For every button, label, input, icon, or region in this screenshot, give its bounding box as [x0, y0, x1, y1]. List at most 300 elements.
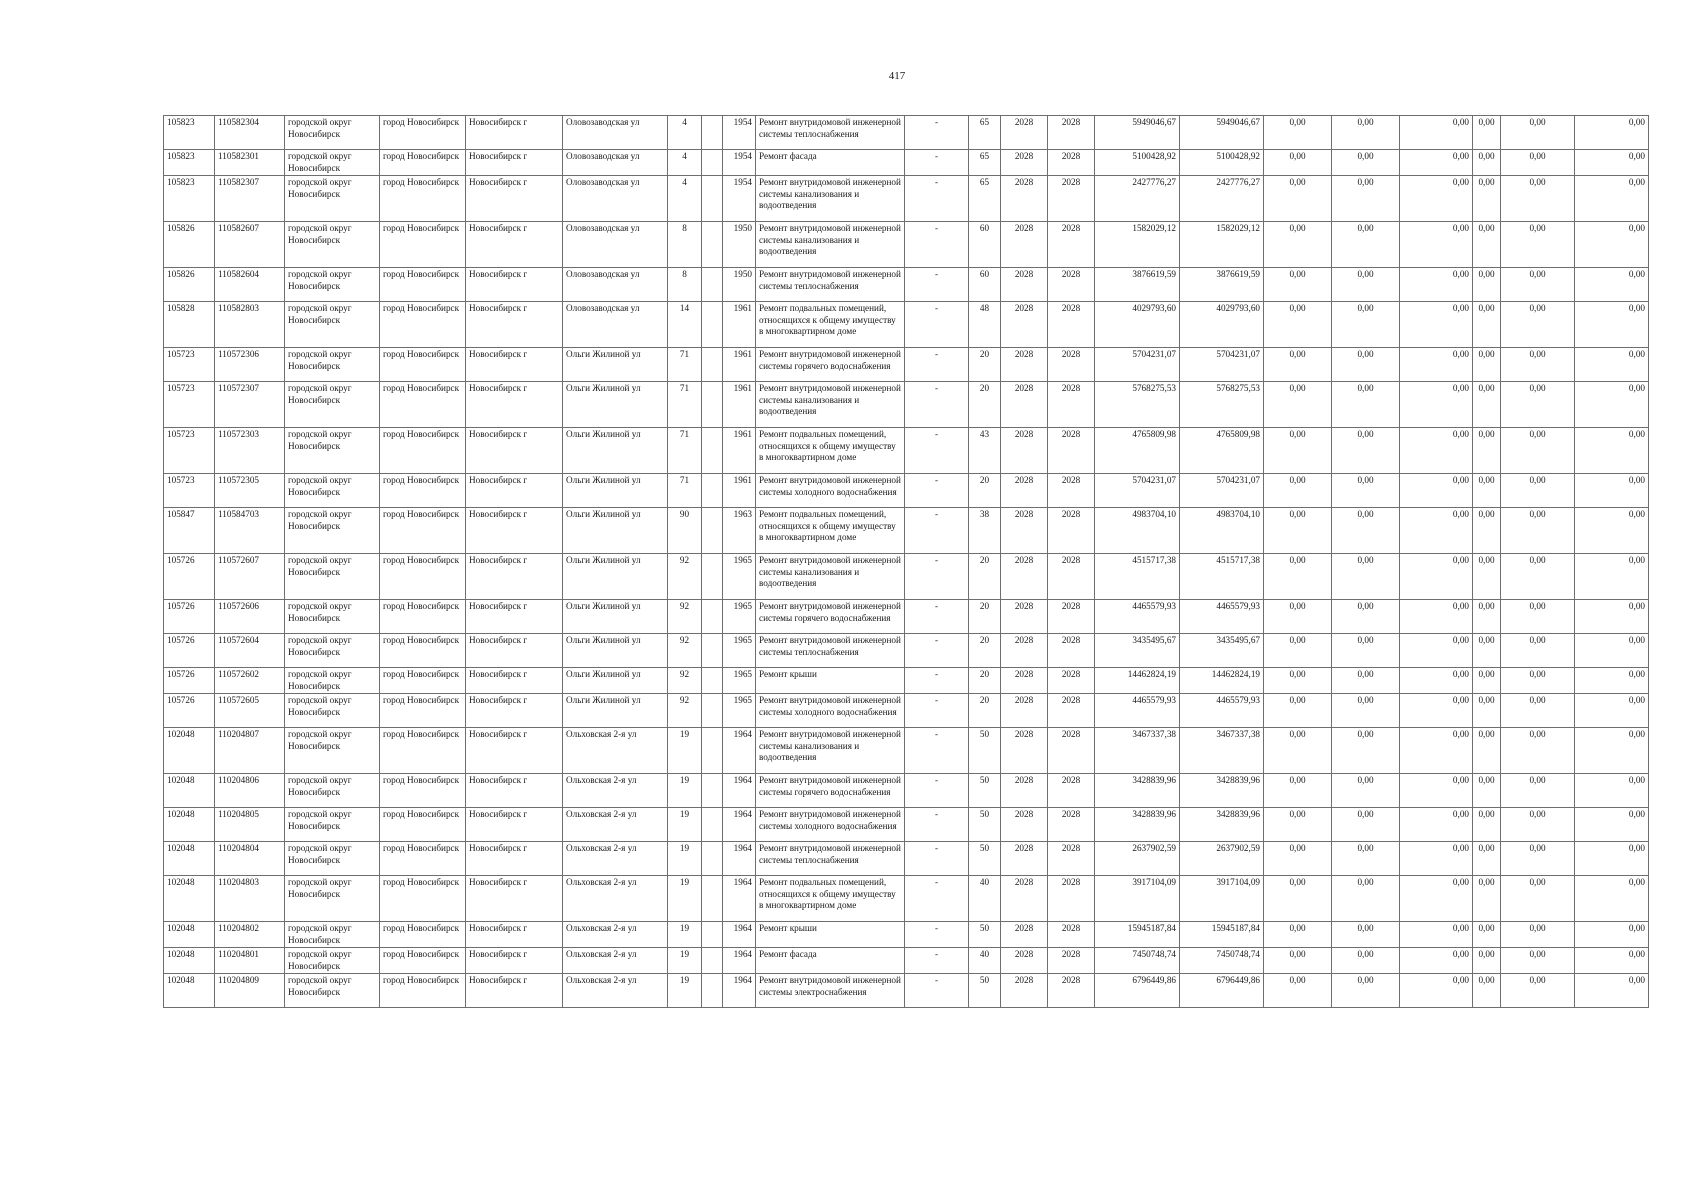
district-cell: городской округ Новосибирск: [285, 554, 380, 600]
settlement-cell: город Новосибирск: [380, 948, 466, 974]
total-cell: 3428839,96: [1180, 774, 1264, 808]
house-code-cell: 105723: [164, 348, 215, 382]
period-cell: 50: [969, 728, 1001, 774]
settlement-cell: город Новосибирск: [380, 808, 466, 842]
fund-5-cell: 0,00: [1501, 428, 1575, 474]
fact-year-cell: 2028: [1048, 150, 1095, 176]
work-type-cell: Ремонт внутридомовой инженерной системы холодного водоснабжения: [756, 474, 905, 508]
period-cell: 20: [969, 348, 1001, 382]
building-cell: [702, 974, 723, 1008]
district-cell: городской округ Новосибирск: [285, 222, 380, 268]
plan-year-cell: 2028: [1001, 348, 1048, 382]
city-cell: Новосибирск г: [466, 428, 563, 474]
fund-6-cell: 0,00: [1575, 150, 1649, 176]
total-cell: 3467337,38: [1180, 728, 1264, 774]
table-row: [164, 150, 1649, 176]
building-cell: [702, 600, 723, 634]
fund-6-cell: 0,00: [1575, 668, 1649, 694]
fund-1-cell: 0,00: [1264, 948, 1332, 974]
fund-5-cell: 0,00: [1501, 634, 1575, 668]
work-code-cell: 110582304: [215, 116, 285, 150]
work-type-cell: Ремонт внутридомовой инженерной системы теплоснабжения: [756, 116, 905, 150]
fund-1-cell: 0,00: [1264, 876, 1332, 922]
table-row: [164, 428, 1649, 474]
work-type-cell: Ремонт внутридомовой инженерной системы горячего водоснабжения: [756, 774, 905, 808]
dash-cell: -: [905, 176, 969, 222]
building-cell: [702, 694, 723, 728]
house-code-cell: 102048: [164, 774, 215, 808]
fund-5-cell: 0,00: [1501, 668, 1575, 694]
work-type-cell: Ремонт крыши: [756, 922, 905, 948]
fund-4-cell: 0,00: [1473, 948, 1501, 974]
fact-year-cell: 2028: [1048, 302, 1095, 348]
fact-year-cell: 2028: [1048, 348, 1095, 382]
build-year-cell: 1964: [723, 922, 756, 948]
plan-year-cell: 2028: [1001, 428, 1048, 474]
fund-2-cell: 0,00: [1332, 268, 1400, 302]
table-row: [164, 116, 1649, 150]
plan-year-cell: 2028: [1001, 876, 1048, 922]
fact-year-cell: 2028: [1048, 668, 1095, 694]
fund-1-cell: 0,00: [1264, 348, 1332, 382]
table-row: [164, 974, 1649, 1008]
district-cell: городской округ Новосибирск: [285, 808, 380, 842]
building-cell: [702, 948, 723, 974]
building-cell: [702, 554, 723, 600]
fund-2-cell: 0,00: [1332, 728, 1400, 774]
table-row: [164, 876, 1649, 922]
fund-4-cell: 0,00: [1473, 694, 1501, 728]
fund-1-cell: 0,00: [1264, 302, 1332, 348]
work-code-cell: 110204809: [215, 974, 285, 1008]
fact-year-cell: 2028: [1048, 694, 1095, 728]
building-cell: [702, 876, 723, 922]
city-cell: Новосибирск г: [466, 974, 563, 1008]
street-cell: Ольги Жилиной ул: [563, 600, 668, 634]
total-cell: 4465579,93: [1180, 600, 1264, 634]
city-cell: Новосибирск г: [466, 508, 563, 554]
period-cell: 20: [969, 554, 1001, 600]
dash-cell: -: [905, 728, 969, 774]
fund-4-cell: 0,00: [1473, 428, 1501, 474]
fund-3-cell: 0,00: [1400, 150, 1473, 176]
district-cell: городской округ Новосибирск: [285, 842, 380, 876]
cost-cell: 3428839,96: [1095, 774, 1180, 808]
fund-6-cell: 0,00: [1575, 382, 1649, 428]
total-cell: 4765809,98: [1180, 428, 1264, 474]
fund-3-cell: 0,00: [1400, 948, 1473, 974]
settlement-cell: город Новосибирск: [380, 974, 466, 1008]
house-code-cell: 105726: [164, 600, 215, 634]
dash-cell: -: [905, 222, 969, 268]
district-cell: городской округ Новосибирск: [285, 474, 380, 508]
building-cell: [702, 176, 723, 222]
fund-4-cell: 0,00: [1473, 348, 1501, 382]
fact-year-cell: 2028: [1048, 474, 1095, 508]
fund-1-cell: 0,00: [1264, 808, 1332, 842]
building-cell: [702, 222, 723, 268]
dash-cell: -: [905, 774, 969, 808]
fund-5-cell: 0,00: [1501, 116, 1575, 150]
fund-4-cell: 0,00: [1473, 842, 1501, 876]
fact-year-cell: 2028: [1048, 842, 1095, 876]
fund-3-cell: 0,00: [1400, 268, 1473, 302]
city-cell: Новосибирск г: [466, 842, 563, 876]
cost-cell: 2637902,59: [1095, 842, 1180, 876]
dash-cell: -: [905, 876, 969, 922]
city-cell: Новосибирск г: [466, 554, 563, 600]
house-code-cell: 105828: [164, 302, 215, 348]
fund-2-cell: 0,00: [1332, 348, 1400, 382]
building-cell: [702, 474, 723, 508]
street-cell: Ольховская 2-я ул: [563, 808, 668, 842]
fund-5-cell: 0,00: [1501, 808, 1575, 842]
fund-4-cell: 0,00: [1473, 774, 1501, 808]
work-code-cell: 110572305: [215, 474, 285, 508]
fund-5-cell: 0,00: [1501, 842, 1575, 876]
work-type-cell: Ремонт внутридомовой инженерной системы теплоснабжения: [756, 842, 905, 876]
fund-4-cell: 0,00: [1473, 554, 1501, 600]
table-row: [164, 808, 1649, 842]
fund-2-cell: 0,00: [1332, 222, 1400, 268]
fund-4-cell: 0,00: [1473, 116, 1501, 150]
work-code-cell: 110582307: [215, 176, 285, 222]
total-cell: 2637902,59: [1180, 842, 1264, 876]
street-cell: Ольховская 2-я ул: [563, 842, 668, 876]
dash-cell: -: [905, 382, 969, 428]
period-cell: 38: [969, 508, 1001, 554]
district-cell: городской округ Новосибирск: [285, 150, 380, 176]
period-cell: 20: [969, 600, 1001, 634]
settlement-cell: город Новосибирск: [380, 268, 466, 302]
dash-cell: -: [905, 348, 969, 382]
fund-1-cell: 0,00: [1264, 774, 1332, 808]
city-cell: Новосибирск г: [466, 694, 563, 728]
fact-year-cell: 2028: [1048, 922, 1095, 948]
street-cell: Ольховская 2-я ул: [563, 876, 668, 922]
fund-5-cell: 0,00: [1501, 176, 1575, 222]
work-code-cell: 110204801: [215, 948, 285, 974]
work-type-cell: Ремонт внутридомовой инженерной системы канализования и водоотведения: [756, 176, 905, 222]
city-cell: Новосибирск г: [466, 634, 563, 668]
house-code-cell: 105823: [164, 150, 215, 176]
fund-5-cell: 0,00: [1501, 268, 1575, 302]
street-cell: Ольги Жилиной ул: [563, 382, 668, 428]
build-year-cell: 1950: [723, 268, 756, 302]
fund-6-cell: 0,00: [1575, 302, 1649, 348]
fund-2-cell: 0,00: [1332, 808, 1400, 842]
settlement-cell: город Новосибирск: [380, 508, 466, 554]
build-year-cell: 1954: [723, 116, 756, 150]
fund-3-cell: 0,00: [1400, 774, 1473, 808]
work-type-cell: Ремонт внутридомовой инженерной системы теплоснабжения: [756, 268, 905, 302]
city-cell: Новосибирск г: [466, 876, 563, 922]
district-cell: городской округ Новосибирск: [285, 974, 380, 1008]
house-number-cell: 19: [668, 948, 702, 974]
work-code-cell: 110204803: [215, 876, 285, 922]
street-cell: Оловозаводская ул: [563, 268, 668, 302]
house-code-cell: 105723: [164, 428, 215, 474]
period-cell: 48: [969, 302, 1001, 348]
settlement-cell: город Новосибирск: [380, 876, 466, 922]
work-code-cell: 110204802: [215, 922, 285, 948]
fund-5-cell: 0,00: [1501, 222, 1575, 268]
city-cell: Новосибирск г: [466, 808, 563, 842]
build-year-cell: 1964: [723, 842, 756, 876]
dash-cell: -: [905, 694, 969, 728]
district-cell: городской округ Новосибирск: [285, 348, 380, 382]
house-code-cell: 102048: [164, 808, 215, 842]
fund-5-cell: 0,00: [1501, 508, 1575, 554]
district-cell: городской округ Новосибирск: [285, 428, 380, 474]
fund-6-cell: 0,00: [1575, 876, 1649, 922]
fund-2-cell: 0,00: [1332, 150, 1400, 176]
fund-5-cell: 0,00: [1501, 150, 1575, 176]
build-year-cell: 1965: [723, 600, 756, 634]
house-number-cell: 8: [668, 268, 702, 302]
house-number-cell: 19: [668, 974, 702, 1008]
fund-5-cell: 0,00: [1501, 382, 1575, 428]
fund-3-cell: 0,00: [1400, 634, 1473, 668]
total-cell: 5704231,07: [1180, 348, 1264, 382]
city-cell: Новосибирск г: [466, 268, 563, 302]
work-code-cell: 110582301: [215, 150, 285, 176]
work-type-cell: Ремонт внутридомовой инженерной системы холодного водоснабжения: [756, 808, 905, 842]
fund-4-cell: 0,00: [1473, 474, 1501, 508]
house-code-cell: 105823: [164, 176, 215, 222]
table-row: [164, 948, 1649, 974]
work-type-cell: Ремонт внутридомовой инженерной системы холодного водоснабжения: [756, 694, 905, 728]
period-cell: 20: [969, 382, 1001, 428]
district-cell: городской округ Новосибирск: [285, 302, 380, 348]
fund-6-cell: 0,00: [1575, 694, 1649, 728]
settlement-cell: город Новосибирск: [380, 474, 466, 508]
fund-6-cell: 0,00: [1575, 948, 1649, 974]
fund-5-cell: 0,00: [1501, 922, 1575, 948]
fund-3-cell: 0,00: [1400, 116, 1473, 150]
total-cell: 3435495,67: [1180, 634, 1264, 668]
work-type-cell: Ремонт внутридомовой инженерной системы горячего водоснабжения: [756, 600, 905, 634]
fact-year-cell: 2028: [1048, 428, 1095, 474]
building-cell: [702, 382, 723, 428]
plan-year-cell: 2028: [1001, 668, 1048, 694]
plan-year-cell: 2028: [1001, 222, 1048, 268]
total-cell: 2427776,27: [1180, 176, 1264, 222]
settlement-cell: город Новосибирск: [380, 348, 466, 382]
plan-year-cell: 2028: [1001, 150, 1048, 176]
cost-cell: 4765809,98: [1095, 428, 1180, 474]
work-code-cell: 110572307: [215, 382, 285, 428]
fund-4-cell: 0,00: [1473, 150, 1501, 176]
fact-year-cell: 2028: [1048, 176, 1095, 222]
total-cell: 7450748,74: [1180, 948, 1264, 974]
table-row: [164, 922, 1649, 948]
house-number-cell: 71: [668, 474, 702, 508]
fund-5-cell: 0,00: [1501, 554, 1575, 600]
work-type-cell: Ремонт внутридомовой инженерной системы горячего водоснабжения: [756, 348, 905, 382]
cost-cell: 3876619,59: [1095, 268, 1180, 302]
total-cell: 3876619,59: [1180, 268, 1264, 302]
building-cell: [702, 116, 723, 150]
work-type-cell: Ремонт подвальных помещений, относящихся к общему имуществу в многоквартирном доме: [756, 876, 905, 922]
house-number-cell: 14: [668, 302, 702, 348]
fund-6-cell: 0,00: [1575, 808, 1649, 842]
city-cell: Новосибирск г: [466, 774, 563, 808]
street-cell: Ольги Жилиной ул: [563, 474, 668, 508]
total-cell: 14462824,19: [1180, 668, 1264, 694]
building-cell: [702, 268, 723, 302]
fund-4-cell: 0,00: [1473, 222, 1501, 268]
dash-cell: -: [905, 150, 969, 176]
fund-3-cell: 0,00: [1400, 842, 1473, 876]
work-code-cell: 110204805: [215, 808, 285, 842]
period-cell: 43: [969, 428, 1001, 474]
street-cell: Оловозаводская ул: [563, 116, 668, 150]
period-cell: 20: [969, 474, 1001, 508]
total-cell: 5100428,92: [1180, 150, 1264, 176]
fund-4-cell: 0,00: [1473, 176, 1501, 222]
fund-6-cell: 0,00: [1575, 600, 1649, 634]
period-cell: 20: [969, 668, 1001, 694]
cost-cell: 14462824,19: [1095, 668, 1180, 694]
fund-6-cell: 0,00: [1575, 348, 1649, 382]
building-cell: [702, 428, 723, 474]
plan-year-cell: 2028: [1001, 382, 1048, 428]
city-cell: Новосибирск г: [466, 222, 563, 268]
settlement-cell: город Новосибирск: [380, 176, 466, 222]
fund-3-cell: 0,00: [1400, 222, 1473, 268]
fund-2-cell: 0,00: [1332, 668, 1400, 694]
fund-6-cell: 0,00: [1575, 428, 1649, 474]
city-cell: Новосибирск г: [466, 348, 563, 382]
district-cell: городской округ Новосибирск: [285, 922, 380, 948]
dash-cell: -: [905, 428, 969, 474]
house-number-cell: 19: [668, 922, 702, 948]
fact-year-cell: 2028: [1048, 382, 1095, 428]
city-cell: Новосибирск г: [466, 600, 563, 634]
city-cell: Новосибирск г: [466, 948, 563, 974]
city-cell: Новосибирск г: [466, 474, 563, 508]
street-cell: Ольги Жилиной ул: [563, 634, 668, 668]
fact-year-cell: 2028: [1048, 268, 1095, 302]
build-year-cell: 1950: [723, 222, 756, 268]
work-code-cell: 110582803: [215, 302, 285, 348]
build-year-cell: 1963: [723, 508, 756, 554]
house-number-cell: 92: [668, 634, 702, 668]
house-number-cell: 92: [668, 554, 702, 600]
build-year-cell: 1965: [723, 668, 756, 694]
fund-4-cell: 0,00: [1473, 508, 1501, 554]
street-cell: Ольги Жилиной ул: [563, 694, 668, 728]
fund-1-cell: 0,00: [1264, 554, 1332, 600]
fund-3-cell: 0,00: [1400, 554, 1473, 600]
total-cell: 4983704,10: [1180, 508, 1264, 554]
table-row: [164, 176, 1649, 222]
plan-year-cell: 2028: [1001, 268, 1048, 302]
plan-year-cell: 2028: [1001, 508, 1048, 554]
work-type-cell: Ремонт внутридомовой инженерной системы электроснабжения: [756, 974, 905, 1008]
fund-2-cell: 0,00: [1332, 176, 1400, 222]
fund-3-cell: 0,00: [1400, 668, 1473, 694]
dash-cell: -: [905, 922, 969, 948]
table-row: [164, 268, 1649, 302]
building-cell: [702, 842, 723, 876]
fact-year-cell: 2028: [1048, 222, 1095, 268]
settlement-cell: город Новосибирск: [380, 774, 466, 808]
fund-1-cell: 0,00: [1264, 668, 1332, 694]
period-cell: 50: [969, 842, 1001, 876]
fact-year-cell: 2028: [1048, 600, 1095, 634]
fund-1-cell: 0,00: [1264, 176, 1332, 222]
house-number-cell: 92: [668, 600, 702, 634]
fund-5-cell: 0,00: [1501, 948, 1575, 974]
street-cell: Ольги Жилиной ул: [563, 428, 668, 474]
building-cell: [702, 922, 723, 948]
total-cell: 3917104,09: [1180, 876, 1264, 922]
total-cell: 1582029,12: [1180, 222, 1264, 268]
house-number-cell: 90: [668, 508, 702, 554]
building-cell: [702, 808, 723, 842]
fund-6-cell: 0,00: [1575, 842, 1649, 876]
district-cell: городской округ Новосибирск: [285, 116, 380, 150]
build-year-cell: 1961: [723, 348, 756, 382]
fund-3-cell: 0,00: [1400, 382, 1473, 428]
building-cell: [702, 728, 723, 774]
street-cell: Ольховская 2-я ул: [563, 922, 668, 948]
cost-cell: 4029793,60: [1095, 302, 1180, 348]
city-cell: Новосибирск г: [466, 302, 563, 348]
cost-cell: 2427776,27: [1095, 176, 1180, 222]
cost-cell: 1582029,12: [1095, 222, 1180, 268]
plan-year-cell: 2028: [1001, 554, 1048, 600]
house-code-cell: 102048: [164, 876, 215, 922]
build-year-cell: 1954: [723, 150, 756, 176]
house-code-cell: 105723: [164, 474, 215, 508]
work-type-cell: Ремонт крыши: [756, 668, 905, 694]
dash-cell: -: [905, 302, 969, 348]
fact-year-cell: 2028: [1048, 634, 1095, 668]
cost-cell: 4983704,10: [1095, 508, 1180, 554]
period-cell: 60: [969, 268, 1001, 302]
cost-cell: 5768275,53: [1095, 382, 1180, 428]
dash-cell: -: [905, 508, 969, 554]
fund-3-cell: 0,00: [1400, 474, 1473, 508]
city-cell: Новосибирск г: [466, 382, 563, 428]
fund-1-cell: 0,00: [1264, 634, 1332, 668]
fund-3-cell: 0,00: [1400, 302, 1473, 348]
fund-6-cell: 0,00: [1575, 728, 1649, 774]
house-code-cell: 105726: [164, 554, 215, 600]
plan-year-cell: 2028: [1001, 974, 1048, 1008]
fund-5-cell: 0,00: [1501, 876, 1575, 922]
fund-5-cell: 0,00: [1501, 774, 1575, 808]
house-code-cell: 102048: [164, 922, 215, 948]
street-cell: Ольховская 2-я ул: [563, 728, 668, 774]
house-code-cell: 105723: [164, 382, 215, 428]
plan-year-cell: 2028: [1001, 728, 1048, 774]
fund-3-cell: 0,00: [1400, 176, 1473, 222]
fund-4-cell: 0,00: [1473, 382, 1501, 428]
district-cell: городской округ Новосибирск: [285, 876, 380, 922]
cost-cell: 4465579,93: [1095, 694, 1180, 728]
fund-4-cell: 0,00: [1473, 808, 1501, 842]
plan-year-cell: 2028: [1001, 922, 1048, 948]
work-code-cell: 110572306: [215, 348, 285, 382]
table-row: [164, 222, 1649, 268]
fund-5-cell: 0,00: [1501, 600, 1575, 634]
cost-cell: 7450748,74: [1095, 948, 1180, 974]
cost-cell: 4465579,93: [1095, 600, 1180, 634]
